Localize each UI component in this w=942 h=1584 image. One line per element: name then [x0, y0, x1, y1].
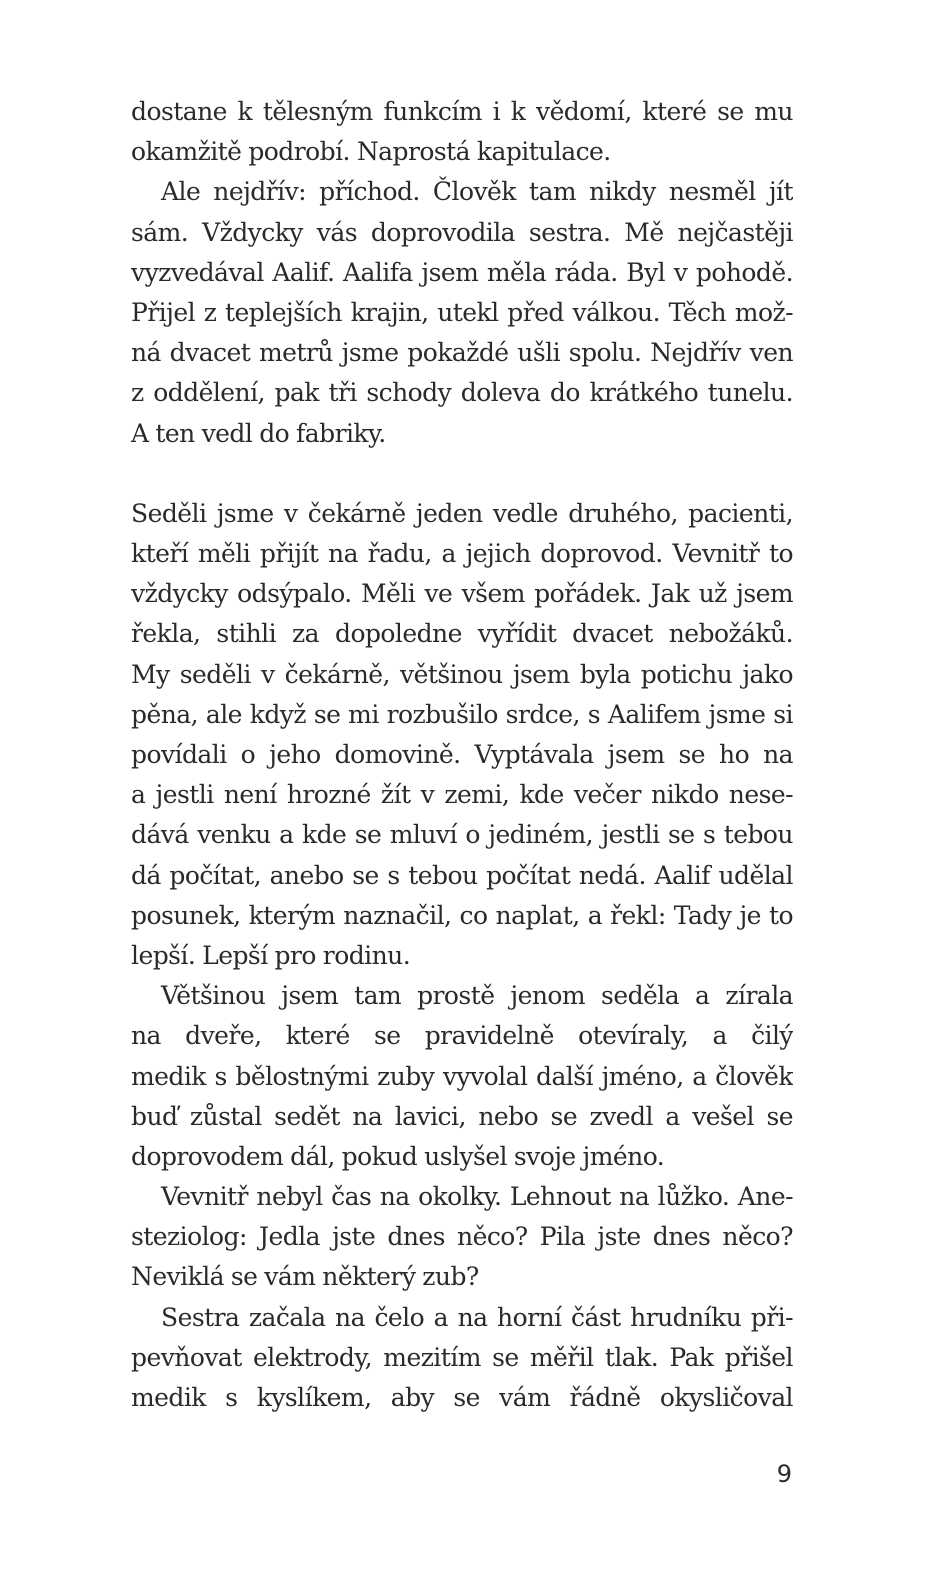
text-line: Neviklá se vám některý zub? — [131, 1262, 479, 1292]
text-line: z oddělení, pak tři schody doleva do krátkého tunelu. — [131, 378, 793, 408]
text-line: doprovodem dál, pokud uslyšel svoje jméno. — [131, 1141, 665, 1171]
text-line: My seděli v čekárně, většinou jsem byla potichu jako — [131, 659, 793, 689]
text-line: a jestli není hrozné žít v zemi, kde večer nikdo nese- — [131, 780, 793, 810]
text-line: posunek, kterým naznačil, co naplat, a řekl: Tady je to — [131, 900, 793, 930]
text-line: Seděli jsme v čekárně jeden vedle druhého, pacienti, — [131, 498, 793, 528]
text-line: steziolog: Jedla jste dnes něco? Pila jste dnes něco? — [131, 1222, 793, 1252]
text-line: Sestra začala na čelo a na horní část hrudníku při- — [161, 1302, 793, 1332]
text-line: medik s kyslíkem, aby se vám řádně okysličoval — [131, 1383, 793, 1412]
text-line: okamžitě podrobí. Naprostá kapitulace. — [131, 137, 611, 167]
text-line: povídali o jeho domovině. Vyptávala jsem se ho na — [131, 740, 793, 769]
text-line: lepší. Lepší pro rodinu. — [131, 940, 411, 970]
text-line: dá počítat, anebo se s tebou počítat nedá. Aalif udělal — [131, 860, 793, 890]
text-line: vždycky odsýpalo. Měli ve všem pořádek. Jak už jsem — [131, 579, 793, 609]
text-line: dostane k tělesným funkcím i k vědomí, které se mu — [131, 97, 793, 126]
section-break — [131, 454, 793, 494]
text-line: Ale nejdřív: příchod. Člověk tam nikdy nesměl jít — [161, 177, 793, 207]
text-line: řekla, stihli za dopoledne vyřídit dvacet nebožáků. — [131, 619, 793, 649]
page-number: 9 — [776, 1460, 792, 1488]
text-line: Vevnitř nebyl čas na okolky. Lehnout na lůžko. Ane- — [161, 1182, 793, 1212]
text-line: medik s bělostnými zuby vyvolal další jméno, a člověk — [131, 1061, 793, 1091]
text-line: ná dvacet metrů jsme pokaždé ušli spolu. Nejdřív ven — [131, 338, 793, 368]
text-line: dává venku a kde se mluví o jediném, jestli se s tebou — [131, 820, 793, 850]
text-line: kteří měli přijít na řadu, a jejich doprovod. Vevnitř to — [131, 539, 793, 569]
text-line: Přijel z teplejších krajin, utekl před válkou. Těch mož- — [131, 297, 793, 327]
text-line: vyzvedával Aalif. Aalifa jsem měla ráda. Byl v pohodě. — [131, 257, 793, 287]
text-line: pěna, ale když se mi rozbušilo srdce, s Aalifem jsme si — [131, 699, 793, 729]
text-line: A ten vedl do fabriky. — [131, 418, 386, 448]
text-line: na dveře, které se pravidelně otevíraly, a čilý — [131, 1021, 793, 1051]
text-line: sám. Vždycky vás doprovodila sestra. Mě nejčastěji — [131, 217, 793, 247]
body-text — [131, 92, 793, 1418]
text-line: pevňovat elektrody, mezitím se měřil tlak. Pak přišel — [131, 1342, 793, 1372]
text-line: Většinou jsem tam prostě jenom seděla a zírala — [161, 981, 793, 1011]
text-line: buď zůstal sedět na lavici, nebo se zvedl a vešel se — [131, 1101, 793, 1131]
